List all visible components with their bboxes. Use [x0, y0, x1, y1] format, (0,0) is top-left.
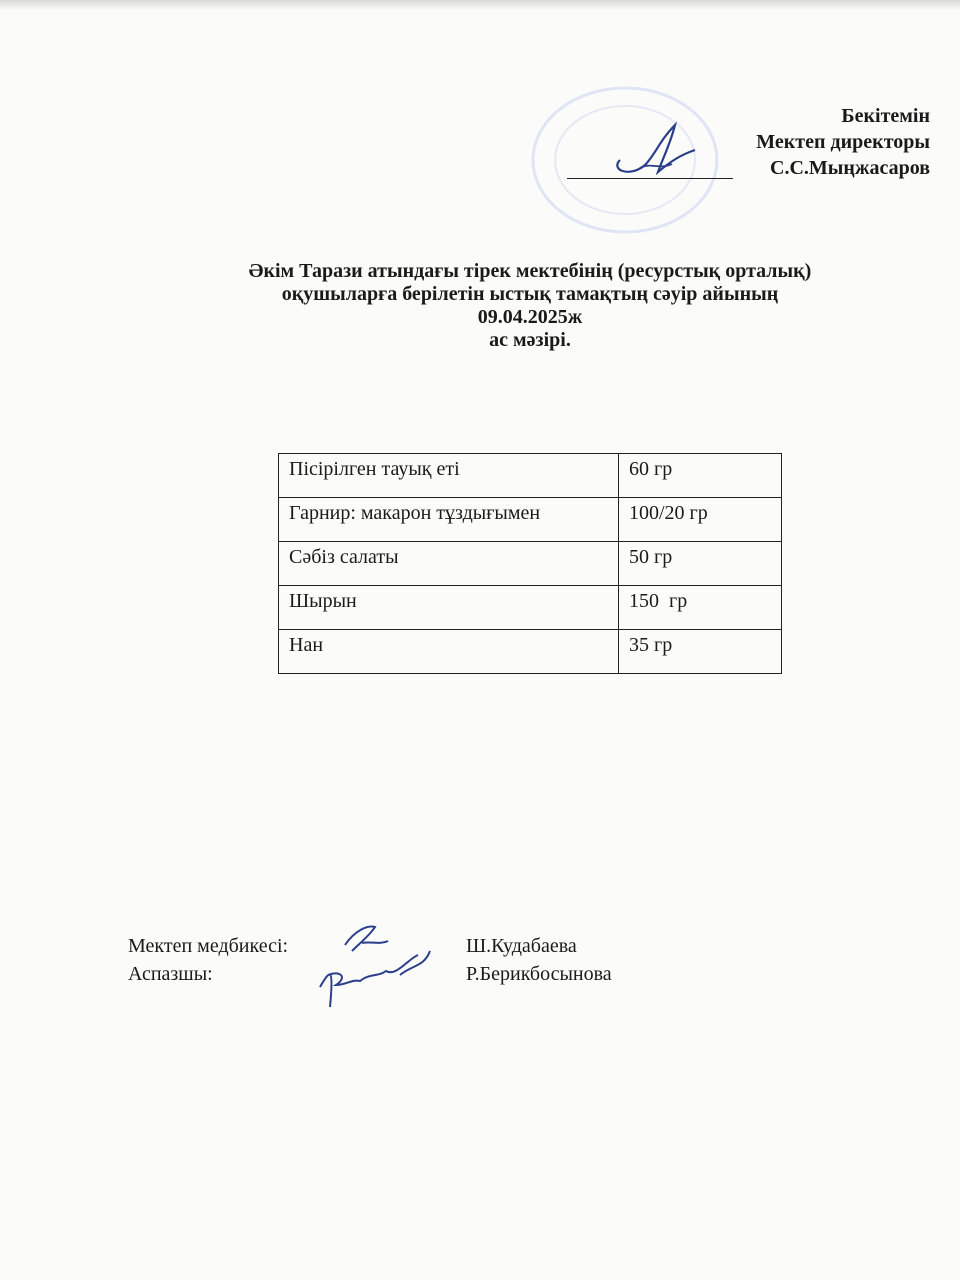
menu-table — [278, 453, 782, 674]
staff-role: Аспазшы: — [128, 963, 213, 985]
table-row — [279, 454, 782, 498]
table-row — [279, 630, 782, 674]
table-row — [279, 586, 782, 630]
menu-item-name: Пісірілген тауық еті — [279, 454, 619, 498]
staff-signatures-icon — [300, 915, 450, 1015]
menu-item-portion: 50 гр — [619, 542, 782, 586]
document-title — [150, 260, 910, 352]
title-date: 09.04.2025ж — [477, 306, 583, 328]
staff-name: Р.Берикбосынова — [466, 963, 612, 985]
title-line-1: Әкім Тарази атындағы тірек мектебінің (ресурстық орталық) — [248, 260, 812, 282]
approval-position: Мектеп директоры — [756, 131, 930, 153]
menu-item-portion: 150 гр — [619, 586, 782, 630]
table-row — [279, 498, 782, 542]
title-line-2: оқушыларға берілетін ыстық тамақтың сәуір айының — [281, 283, 779, 305]
menu-item-name: Сәбіз салаты — [279, 542, 619, 586]
table-row — [279, 542, 782, 586]
staff-name: Ш.Кудабаева — [466, 935, 577, 957]
menu-item-name: Гарнир: макарон тұздығымен — [279, 498, 619, 542]
menu-item-portion: 60 гр — [619, 454, 782, 498]
director-signature-line — [567, 178, 733, 179]
approval-block — [756, 103, 930, 181]
menu-item-name: Шырын — [279, 586, 619, 630]
approval-heading: Бекітемін — [841, 105, 930, 127]
title-line-4: ас мәзірі. — [489, 329, 571, 351]
approval-director-name: С.С.Мыңжасаров — [770, 157, 930, 179]
menu-item-portion: 100/20 гр — [619, 498, 782, 542]
staff-role: Мектеп медбикесі: — [128, 935, 289, 957]
page-edge-shadow — [0, 0, 960, 10]
menu-item-portion: 35 гр — [619, 630, 782, 674]
menu-item-name: Нан — [279, 630, 619, 674]
